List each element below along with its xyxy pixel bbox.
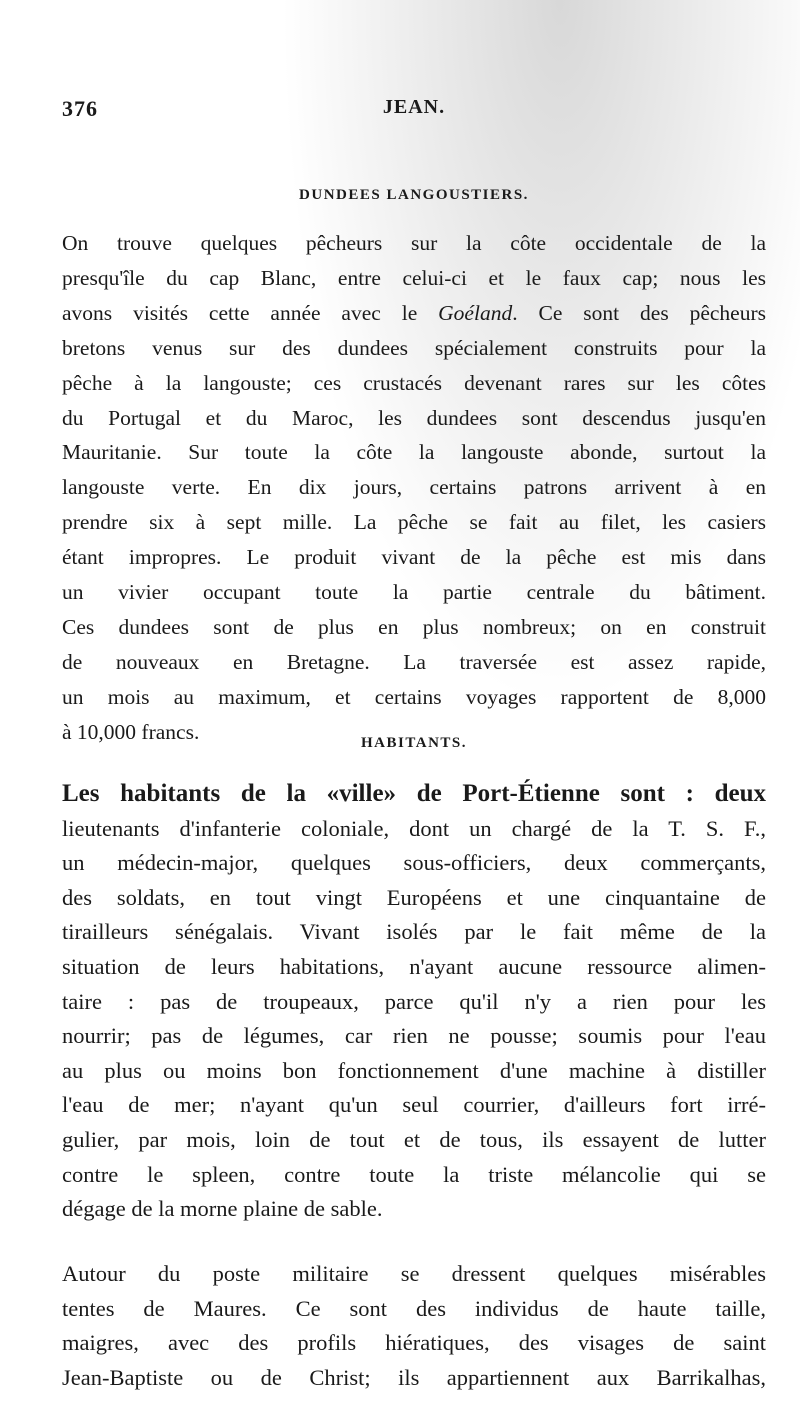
text-line: presqu'île du cap Blanc, entre celui-ci et le faux cap; nous les — [62, 265, 766, 290]
text-line: Autour du poste militaire se dressent quelques misérables — [62, 1261, 766, 1286]
paragraph-maures — [62, 1257, 766, 1395]
text-line: tirailleurs sénégalais. Vivant isolés par le fait même de la — [62, 919, 766, 945]
text-line: à 10,000 francs. — [62, 719, 200, 744]
text-line: dégage de la morne plaine de sable. — [62, 1196, 383, 1222]
section-heading-dundees: DUNDEES LANGOUSTIERS. — [299, 187, 529, 203]
ship-name: Goéland — [438, 300, 513, 325]
text-line: Mauritanie. Sur toute la côte la langouste abonde, surtout la — [62, 440, 766, 465]
text-line: au plus ou moins bon fonctionnement d'une machine à distiller — [62, 1057, 766, 1083]
text-line: taire : pas de troupeaux, parce qu'il n'y a rien pour les — [62, 988, 766, 1014]
text-line: étant impropres. Le produit vivant de la pêche est mis dans — [62, 545, 766, 570]
text-line: situation de leurs habitations, n'ayant aucune ressource alimen- — [62, 953, 766, 979]
text-line: Jean-Baptiste ou de Christ; ils appartiennent aux Barrikalhas, — [62, 1364, 766, 1390]
text-line: lieutenants d'infanterie coloniale, dont un chargé de la T. S. F., — [62, 815, 766, 841]
text-line: nourrir; pas de légumes, car rien ne pousse; soumis pour l'eau — [62, 1023, 766, 1049]
running-title: JEAN. — [382, 96, 446, 118]
text-line: un mois au maximum, et certains voyages rapportent de 8,000 — [62, 684, 766, 709]
text-line: l'eau de mer; n'ayant qu'un seul courrier, d'ailleurs fort irré- — [62, 1092, 766, 1118]
text-line: avons visités cette année avec le Goéland. Ce sont des pêcheurs — [62, 300, 766, 325]
text-line: bretons venus sur des dundees spécialement construits pour la — [62, 335, 766, 360]
text-line: On trouve quelques pêcheurs sur la côte occidentale de la — [62, 231, 766, 255]
text-line: pêche à la langouste; ces crustacés devenant rares sur les côtes — [62, 370, 766, 395]
text-line: contre le spleen, contre toute la triste mélancolie qui se — [62, 1161, 766, 1187]
text-line: gulier, par mois, loin de tout et de tous, ils essayent de lutter — [62, 1126, 766, 1152]
page-header — [62, 96, 766, 126]
text-line: tentes de Maures. Ce sont des individus de haute taille, — [62, 1295, 766, 1321]
text-line: un vivier occupant toute la partie centrale du bâtiment. — [62, 580, 766, 605]
text-line: de nouveaux en Bretagne. La traversée est assez rapide, — [62, 649, 766, 674]
text-line: maigres, avec des profils hiératiques, des visages de saint — [62, 1330, 766, 1356]
paragraph-habitants — [62, 777, 766, 1227]
text-line: langouste verte. En dix jours, certains patrons arrivent à en — [62, 475, 766, 500]
paragraph-dundees — [62, 226, 766, 750]
text-line: Les habitants de la «ville» de Port-Étienne sont : deux — [62, 780, 766, 807]
text-line: prendre six à sept mille. La pêche se fait au filet, les casiers — [62, 510, 766, 535]
page-number: 376 — [62, 96, 98, 121]
text-line: Ces dundees sont de plus en plus nombreux; on en construit — [62, 614, 766, 639]
text-line: un médecin-major, quelques sous-officiers, deux commerçants, — [62, 850, 766, 876]
text-line: des soldats, en tout vingt Européens et une cinquantaine de — [62, 884, 766, 910]
section-heading-habitants: HABITANTS. — [361, 735, 467, 751]
text-line: du Portugal et du Maroc, les dundees sont descendus jusqu'en — [62, 405, 766, 430]
